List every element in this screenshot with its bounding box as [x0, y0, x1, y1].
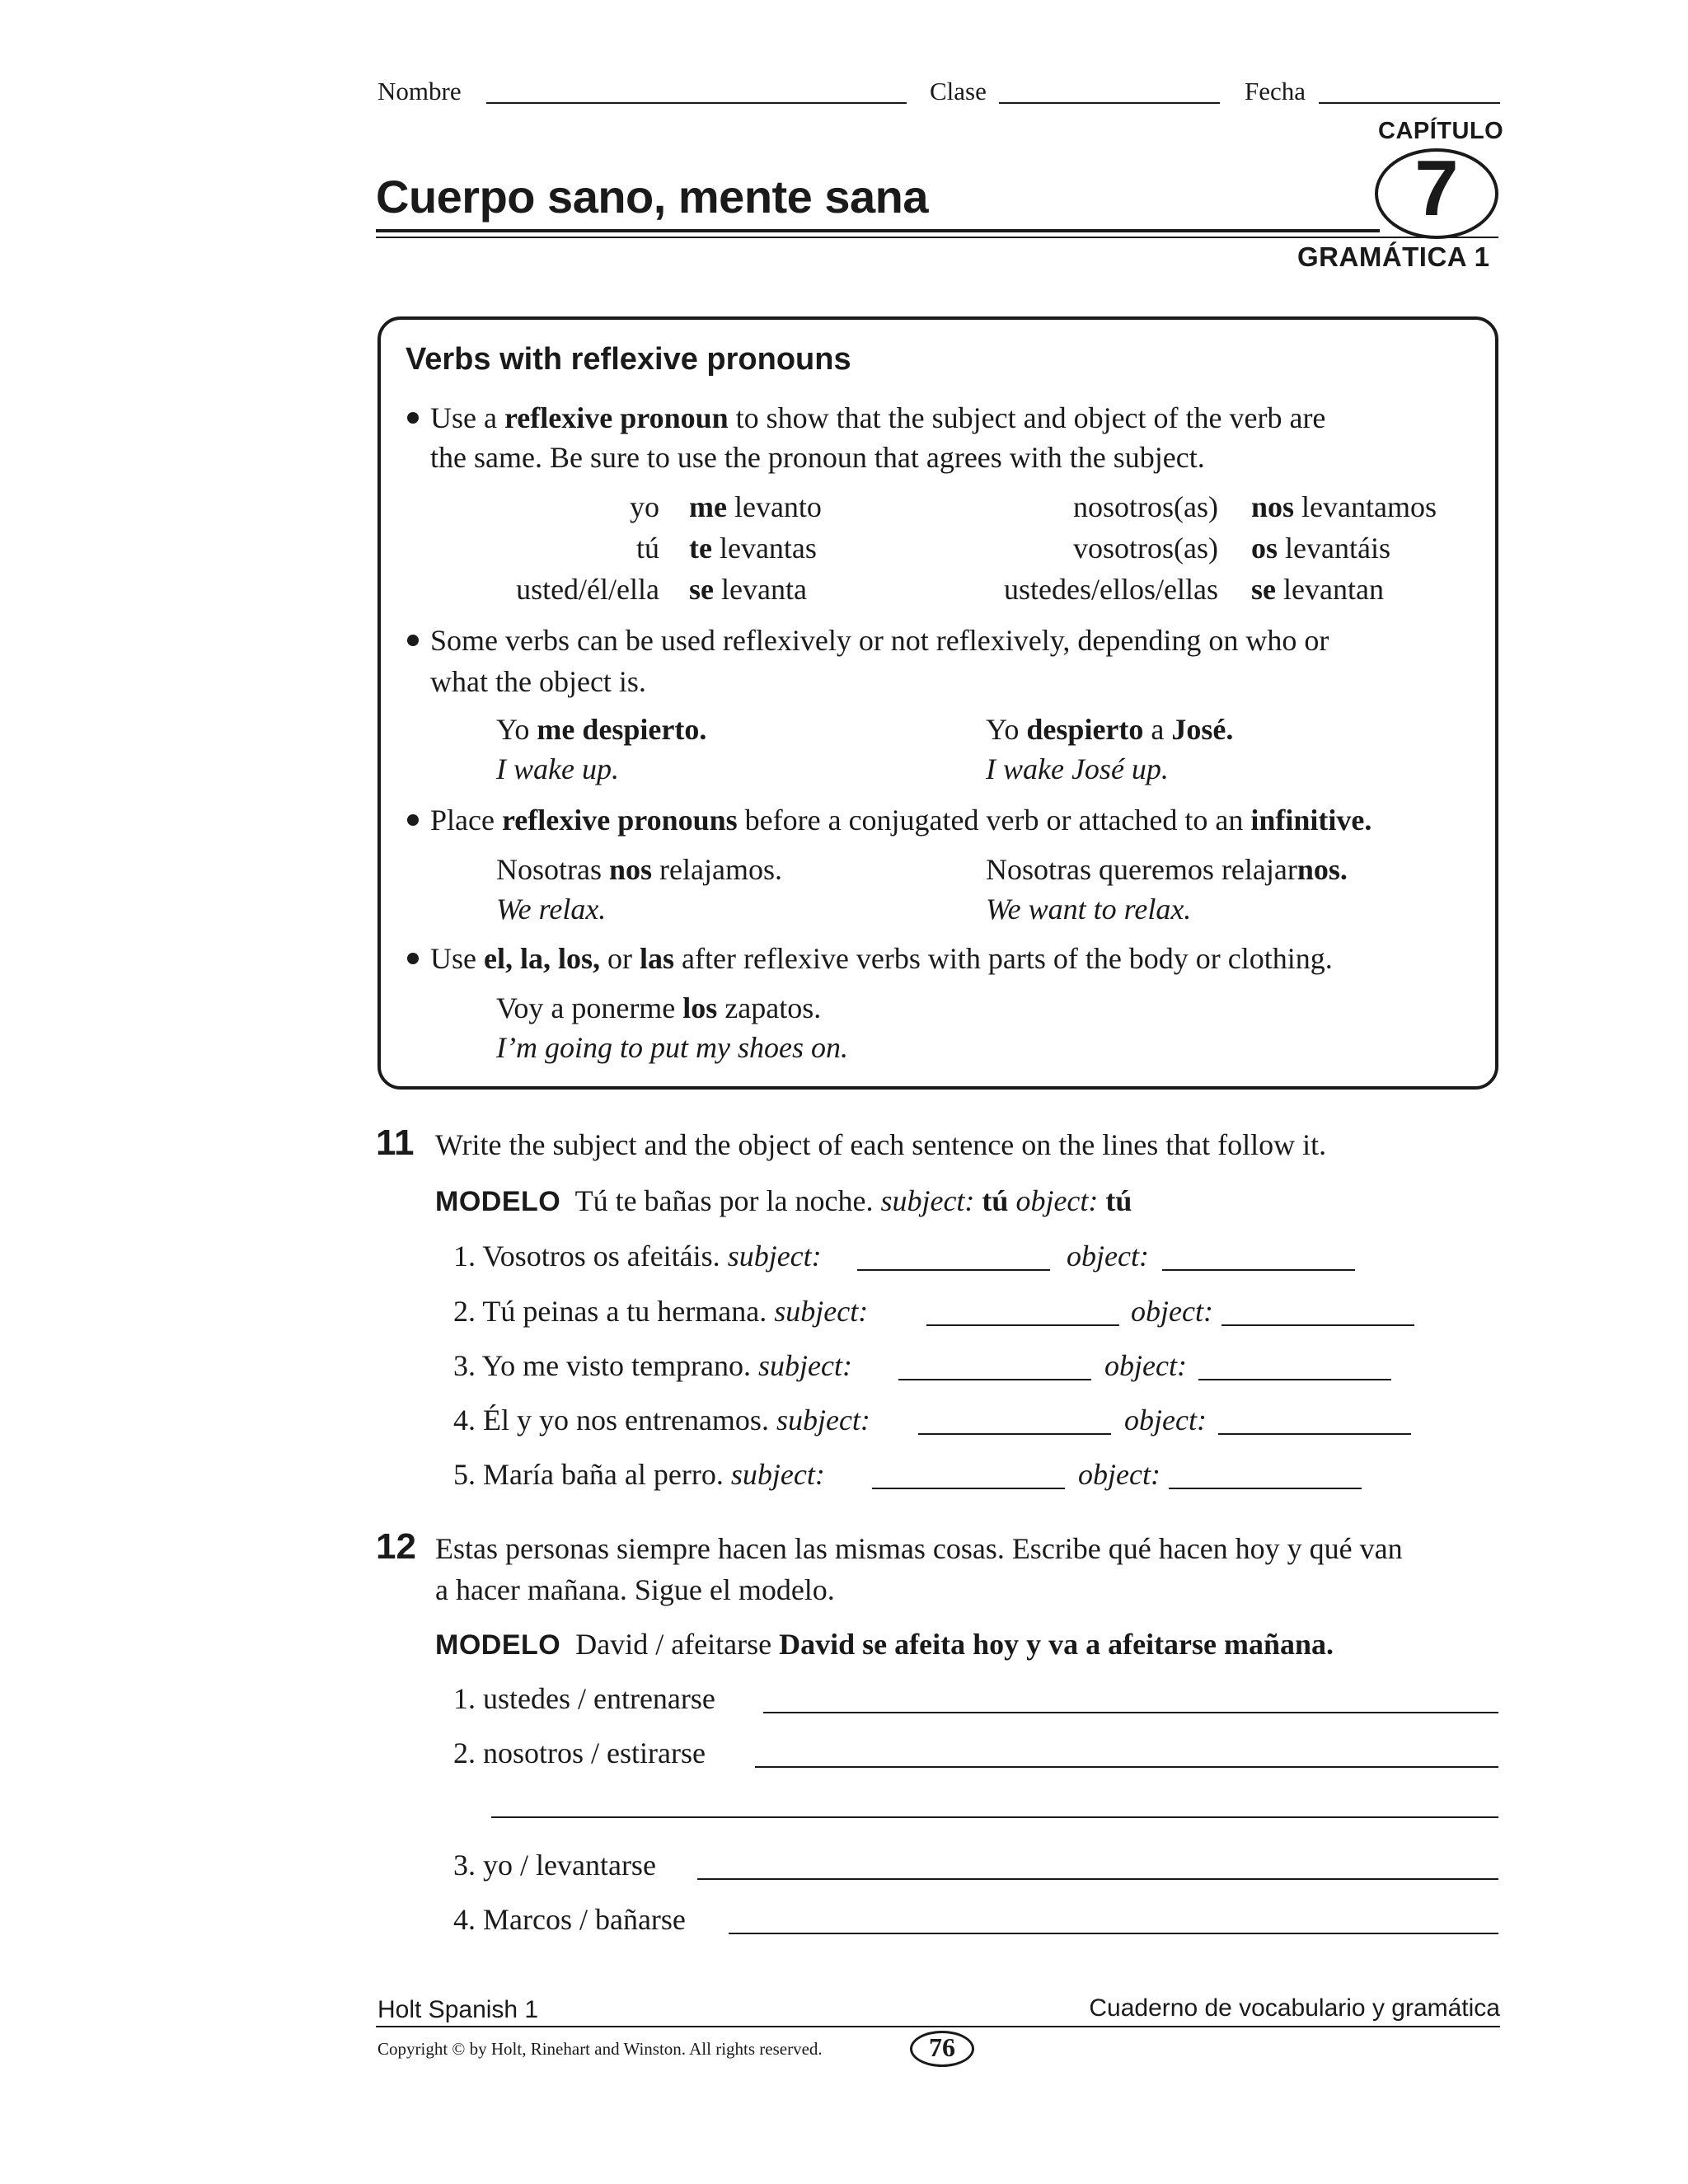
bullet-dot: [407, 412, 419, 424]
object-label: object:: [1124, 1404, 1207, 1436]
bullet-3-line-1: Place reflexive pronouns before a conjugated verb or attached to an infinitive.: [430, 804, 1372, 837]
bullet-dot: [407, 814, 419, 826]
example-translation: I’m going to put my shoes on.: [496, 1031, 848, 1064]
grammar-box-title: Verbs with reflexive pronouns: [406, 342, 851, 377]
title-rule-thin: [376, 237, 1498, 238]
footer-workbook-title: Cuaderno de vocabulario y gramática: [1089, 1994, 1500, 2022]
object-label: object:: [1067, 1240, 1149, 1272]
object-answer-line[interactable]: [1169, 1488, 1362, 1489]
example-spanish: Yo me despierto.: [496, 713, 707, 746]
conj-form: me levanto: [689, 490, 822, 523]
conj-form: os levantáis: [1251, 532, 1390, 565]
conj-form: te levantas: [689, 532, 817, 565]
ex12-answer-line[interactable]: [755, 1766, 1498, 1768]
subject-answer-line[interactable]: [918, 1433, 1111, 1435]
subject-answer-line[interactable]: [872, 1488, 1065, 1489]
object-label: object:: [1078, 1458, 1160, 1491]
example-translation: I wake José up.: [986, 752, 1169, 785]
example-spanish: Voy a ponerme los zapatos.: [496, 991, 822, 1024]
bullet-2-line-2: what the object is.: [430, 665, 646, 698]
section-label: GRAMÁTICA 1: [1297, 241, 1490, 272]
example-spanish: Nosotras queremos relajarnos.: [986, 853, 1348, 886]
copyright: Copyright © by Holt, Rinehart and Winston. All rights reserved.: [377, 2039, 823, 2059]
chapter-number: 7: [1414, 144, 1459, 232]
ex11-item-4: 4. Él y yo nos entrenamos. subject:: [453, 1404, 870, 1436]
bullet-dot: [407, 635, 419, 646]
exercise-11-number: 11: [376, 1122, 415, 1163]
ex12-item-3: 3. yo / levantarse: [453, 1849, 656, 1882]
page-title: Cuerpo sano, mente sana: [376, 171, 929, 223]
conj-subject: yo: [630, 490, 659, 523]
conj-subject: vosotros(as): [1073, 532, 1218, 565]
exercise-11-instruction: Write the subject and the object of each sentence on the lines that follow it.: [435, 1128, 1327, 1161]
exercise-11-modelo: MODELO Tú te bañas por la noche. subject: tú object: tú: [435, 1184, 1132, 1217]
conj-subject: usted/él/ella: [516, 573, 659, 606]
ex11-item-2: 2. Tú peinas a tu hermana. subject:: [453, 1295, 869, 1328]
ex12-item-1: 1. ustedes / entrenarse: [453, 1682, 715, 1715]
conj-subject: ustedes/ellos/ellas: [1004, 573, 1218, 606]
ex12-item-4: 4. Marcos / bañarse: [453, 1903, 686, 1936]
subject-answer-line[interactable]: [898, 1379, 1091, 1380]
example-translation: We relax.: [496, 893, 607, 926]
conj-form: se levantan: [1251, 573, 1384, 606]
ex12-answer-line[interactable]: [697, 1878, 1498, 1880]
exercise-12-modelo: MODELO David / afeitarse David se afeita hoy y va a afeitarse mañana.: [435, 1628, 1334, 1661]
bullet-dot: [407, 953, 419, 964]
bullet-4-line-1: Use el, la, los, or las after reflexive verbs with parts of the body or clothing.: [430, 942, 1333, 975]
ex12-answer-line[interactable]: [729, 1933, 1498, 1934]
conj-form: se levanta: [689, 573, 807, 606]
object-answer-line[interactable]: [1198, 1379, 1391, 1380]
clase-label: Clase: [930, 77, 987, 105]
ex11-item-5: 5. María baña al perro. subject:: [453, 1458, 825, 1491]
conj-form: nos levantamos: [1251, 490, 1437, 523]
object-label: object:: [1104, 1349, 1187, 1382]
capitulo-label: CAPÍTULO: [1378, 118, 1504, 144]
fecha-field[interactable]: [1319, 102, 1500, 104]
object-answer-line[interactable]: [1218, 1433, 1411, 1435]
ex12-item-2: 2. nosotros / estirarse: [453, 1736, 706, 1769]
clase-field[interactable]: [999, 102, 1220, 104]
page-number: 76: [929, 2032, 955, 2062]
footer-rule: [376, 2026, 1500, 2027]
nombre-label: Nombre: [377, 77, 462, 105]
title-rule: [376, 229, 1380, 232]
exercise-12-number: 12: [376, 1526, 416, 1567]
bullet-2-line-1: Some verbs can be used reflexively or not reflexively, depending on who or: [430, 624, 1329, 657]
object-label: object:: [1131, 1295, 1213, 1328]
object-answer-line[interactable]: [1162, 1269, 1355, 1271]
bullet-1-line-1: Use a reflexive pronoun to show that the subject and object of the verb are: [430, 401, 1326, 434]
bullet-1-line-2: the same. Be sure to use the pronoun that agrees with the subject.: [430, 441, 1205, 474]
subject-answer-line[interactable]: [926, 1324, 1119, 1326]
footer-book-title: Holt Spanish 1: [377, 1996, 539, 2023]
example-translation: I wake up.: [496, 752, 619, 785]
nombre-field[interactable]: [486, 102, 907, 104]
example-spanish: Nosotras nos relajamos.: [496, 853, 782, 886]
ex12-answer-line[interactable]: [763, 1712, 1498, 1713]
exercise-12-instruction-2: a hacer mañana. Sigue el modelo.: [435, 1573, 835, 1606]
conj-subject: tú: [635, 532, 659, 565]
fecha-label: Fecha: [1245, 77, 1306, 105]
ex11-item-1: 1. Vosotros os afeitáis. subject:: [453, 1240, 822, 1272]
ex11-item-3: 3. Yo me visto temprano. subject:: [453, 1349, 852, 1382]
object-answer-line[interactable]: [1221, 1324, 1414, 1326]
example-spanish: Yo despierto a José.: [986, 713, 1234, 746]
conj-subject: nosotros(as): [1073, 490, 1218, 523]
exercise-12-instruction-1: Estas personas siempre hacen las mismas cosas. Escribe qué hacen hoy y qué van: [435, 1532, 1403, 1565]
example-translation: We want to relax.: [986, 893, 1192, 926]
subject-answer-line[interactable]: [857, 1269, 1050, 1271]
ex12-answer-line[interactable]: [491, 1816, 1498, 1818]
